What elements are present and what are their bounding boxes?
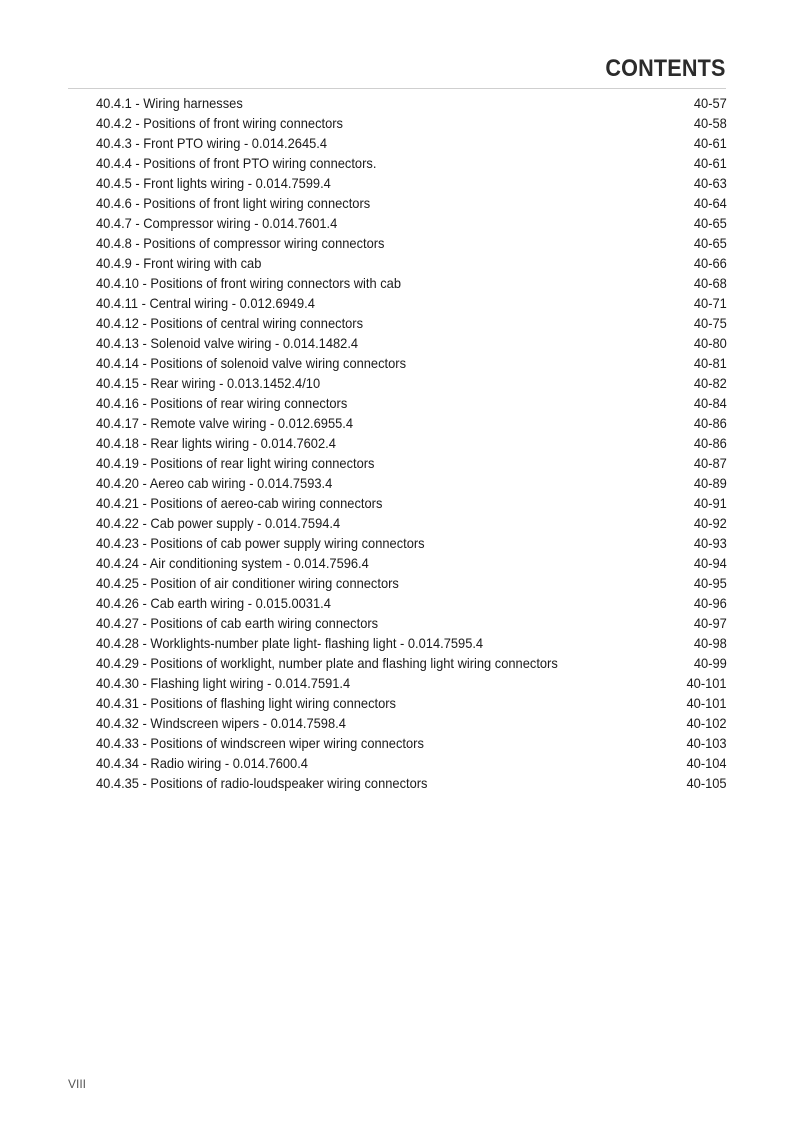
toc-entry-title: 40.4.15 - Rear wiring - 0.013.1452.4/10 <box>96 375 321 391</box>
toc-entry <box>96 373 727 393</box>
toc-entry-page: 40-80 <box>694 335 727 351</box>
toc-entry <box>96 433 727 453</box>
toc-entry-page: 40-102 <box>686 715 727 731</box>
toc-entry-page: 40-97 <box>694 615 727 631</box>
toc-entry-page: 40-93 <box>694 535 727 551</box>
toc-entry-page: 40-95 <box>694 575 727 591</box>
toc-entry-title: 40.4.8 - Positions of compressor wiring connectors <box>96 235 385 251</box>
toc-entry <box>96 673 727 693</box>
toc-entry-title: 40.4.6 - Positions of front light wiring connectors <box>96 195 371 211</box>
toc-entry <box>96 353 727 373</box>
toc-entry <box>96 173 727 193</box>
toc-entry-page: 40-57 <box>694 95 727 111</box>
toc-entry <box>96 133 727 153</box>
header-divider <box>68 88 726 89</box>
toc-entry <box>96 253 727 273</box>
toc-entry <box>96 213 727 233</box>
toc-entry-title: 40.4.29 - Positions of worklight, number plate and flashing light wiring connectors <box>96 655 558 671</box>
toc-entry <box>96 633 727 653</box>
page-title: CONTENTS <box>605 55 726 82</box>
toc-entry-title: 40.4.4 - Positions of front PTO wiring connectors. <box>96 155 377 171</box>
toc-entry-page: 40-103 <box>686 735 727 751</box>
toc-entry <box>96 113 727 133</box>
toc-entry-title: 40.4.2 - Positions of front wiring connectors <box>96 115 343 131</box>
toc-entry-page: 40-84 <box>694 395 727 411</box>
toc-entry-title: 40.4.34 - Radio wiring - 0.014.7600.4 <box>96 755 308 771</box>
toc-entry-title: 40.4.16 - Positions of rear wiring connectors <box>96 395 348 411</box>
toc-entry-page: 40-64 <box>694 195 727 211</box>
toc-entry-page: 40-92 <box>694 515 727 531</box>
toc-entry-title: 40.4.11 - Central wiring - 0.012.6949.4 <box>96 295 315 311</box>
toc-entry-page: 40-96 <box>694 595 727 611</box>
toc-entry <box>96 93 727 113</box>
toc-entry-page: 40-99 <box>694 655 727 671</box>
toc-entry-title: 40.4.12 - Positions of central wiring connectors <box>96 315 364 331</box>
toc-entry-page: 40-87 <box>694 455 727 471</box>
toc-entry <box>96 593 727 613</box>
toc-entry-title: 40.4.7 - Compressor wiring - 0.014.7601.4 <box>96 215 338 231</box>
toc-entry-title: 40.4.30 - Flashing light wiring - 0.014.7591.4 <box>96 675 351 691</box>
toc-entry-page: 40-89 <box>694 475 727 491</box>
toc-entry <box>96 573 727 593</box>
toc-entry-title: 40.4.31 - Positions of flashing light wiring connectors <box>96 695 396 711</box>
toc-entry-page: 40-58 <box>694 115 727 131</box>
toc-entry <box>96 713 727 733</box>
toc-entry <box>96 613 727 633</box>
toc-entry-page: 40-71 <box>694 295 727 311</box>
toc-entry-title: 40.4.32 - Windscreen wipers - 0.014.7598.4 <box>96 715 346 731</box>
toc-entry <box>96 653 727 673</box>
toc-entry <box>96 293 727 313</box>
toc-entry <box>96 393 727 413</box>
toc-entry <box>96 313 727 333</box>
toc-entry <box>96 453 727 473</box>
toc-entry <box>96 513 727 533</box>
toc-entry <box>96 753 727 773</box>
toc-entry-page: 40-94 <box>694 555 727 571</box>
toc-entry-title: 40.4.33 - Positions of windscreen wiper wiring connectors <box>96 735 424 751</box>
toc-entry-page: 40-68 <box>694 275 727 291</box>
toc-entry-title: 40.4.19 - Positions of rear light wiring connectors <box>96 455 375 471</box>
toc-entry-page: 40-75 <box>694 315 727 331</box>
toc-entry-title: 40.4.20 - Aereo cab wiring - 0.014.7593.4 <box>96 475 333 491</box>
toc-entry-page: 40-66 <box>694 255 727 271</box>
toc-entry-title: 40.4.1 - Wiring harnesses <box>96 95 243 111</box>
toc-entry-page: 40-105 <box>686 775 727 791</box>
page-number: VIII <box>68 1077 87 1091</box>
toc-entry <box>96 153 727 173</box>
toc-entry-title: 40.4.27 - Positions of cab earth wiring connectors <box>96 615 379 631</box>
toc-entry <box>96 273 727 293</box>
toc-entry-page: 40-61 <box>694 135 727 151</box>
toc-entry <box>96 733 727 753</box>
toc-entry <box>96 333 727 353</box>
toc-entry <box>96 773 727 793</box>
toc-entry-page: 40-91 <box>694 495 727 511</box>
toc-entry-title: 40.4.17 - Remote valve wiring - 0.012.6955.4 <box>96 415 354 431</box>
toc-entry-title: 40.4.35 - Positions of radio-loudspeaker wiring connectors <box>96 775 428 791</box>
toc-entry-title: 40.4.9 - Front wiring with cab <box>96 255 262 271</box>
toc-entry-title: 40.4.10 - Positions of front wiring connectors with cab <box>96 275 401 291</box>
toc-entry-title: 40.4.18 - Rear lights wiring - 0.014.7602.4 <box>96 435 336 451</box>
toc-entry <box>96 473 727 493</box>
toc-entry-page: 40-86 <box>694 435 727 451</box>
toc-entry-title: 40.4.25 - Position of air conditioner wiring connectors <box>96 575 399 591</box>
toc-entry-page: 40-63 <box>694 175 727 191</box>
toc-entry <box>96 193 727 213</box>
toc-entry-page: 40-61 <box>694 155 727 171</box>
toc-entry-page: 40-81 <box>694 355 727 371</box>
toc-entry-title: 40.4.21 - Positions of aereo-cab wiring connectors <box>96 495 383 511</box>
toc-entry <box>96 533 727 553</box>
toc-entry-page: 40-82 <box>694 375 727 391</box>
toc-entry-page: 40-104 <box>686 755 727 771</box>
toc-entry-title: 40.4.13 - Solenoid valve wiring - 0.014.1482.4 <box>96 335 359 351</box>
toc-entry-page: 40-65 <box>694 235 727 251</box>
toc-entry-title: 40.4.3 - Front PTO wiring - 0.014.2645.4 <box>96 135 328 151</box>
toc-entry <box>96 413 727 433</box>
toc-entry-page: 40-98 <box>694 635 727 651</box>
toc-entry-page: 40-65 <box>694 215 727 231</box>
table-of-contents <box>96 93 727 793</box>
toc-entry-page: 40-101 <box>686 675 727 691</box>
toc-entry-page: 40-86 <box>694 415 727 431</box>
toc-entry <box>96 493 727 513</box>
toc-entry-title: 40.4.23 - Positions of cab power supply wiring connectors <box>96 535 425 551</box>
toc-entry <box>96 693 727 713</box>
toc-entry-title: 40.4.24 - Air conditioning system - 0.014.7596.4 <box>96 555 369 571</box>
toc-entry-page: 40-101 <box>686 695 727 711</box>
toc-entry <box>96 553 727 573</box>
toc-entry-title: 40.4.26 - Cab earth wiring - 0.015.0031.4 <box>96 595 331 611</box>
toc-entry-title: 40.4.28 - Worklights-number plate light- flashing light - 0.014.7595.4 <box>96 635 484 651</box>
toc-entry <box>96 233 727 253</box>
toc-entry-title: 40.4.22 - Cab power supply - 0.014.7594.4 <box>96 515 341 531</box>
toc-entry-title: 40.4.14 - Positions of solenoid valve wiring connectors <box>96 355 407 371</box>
toc-entry-title: 40.4.5 - Front lights wiring - 0.014.7599.4 <box>96 175 331 191</box>
